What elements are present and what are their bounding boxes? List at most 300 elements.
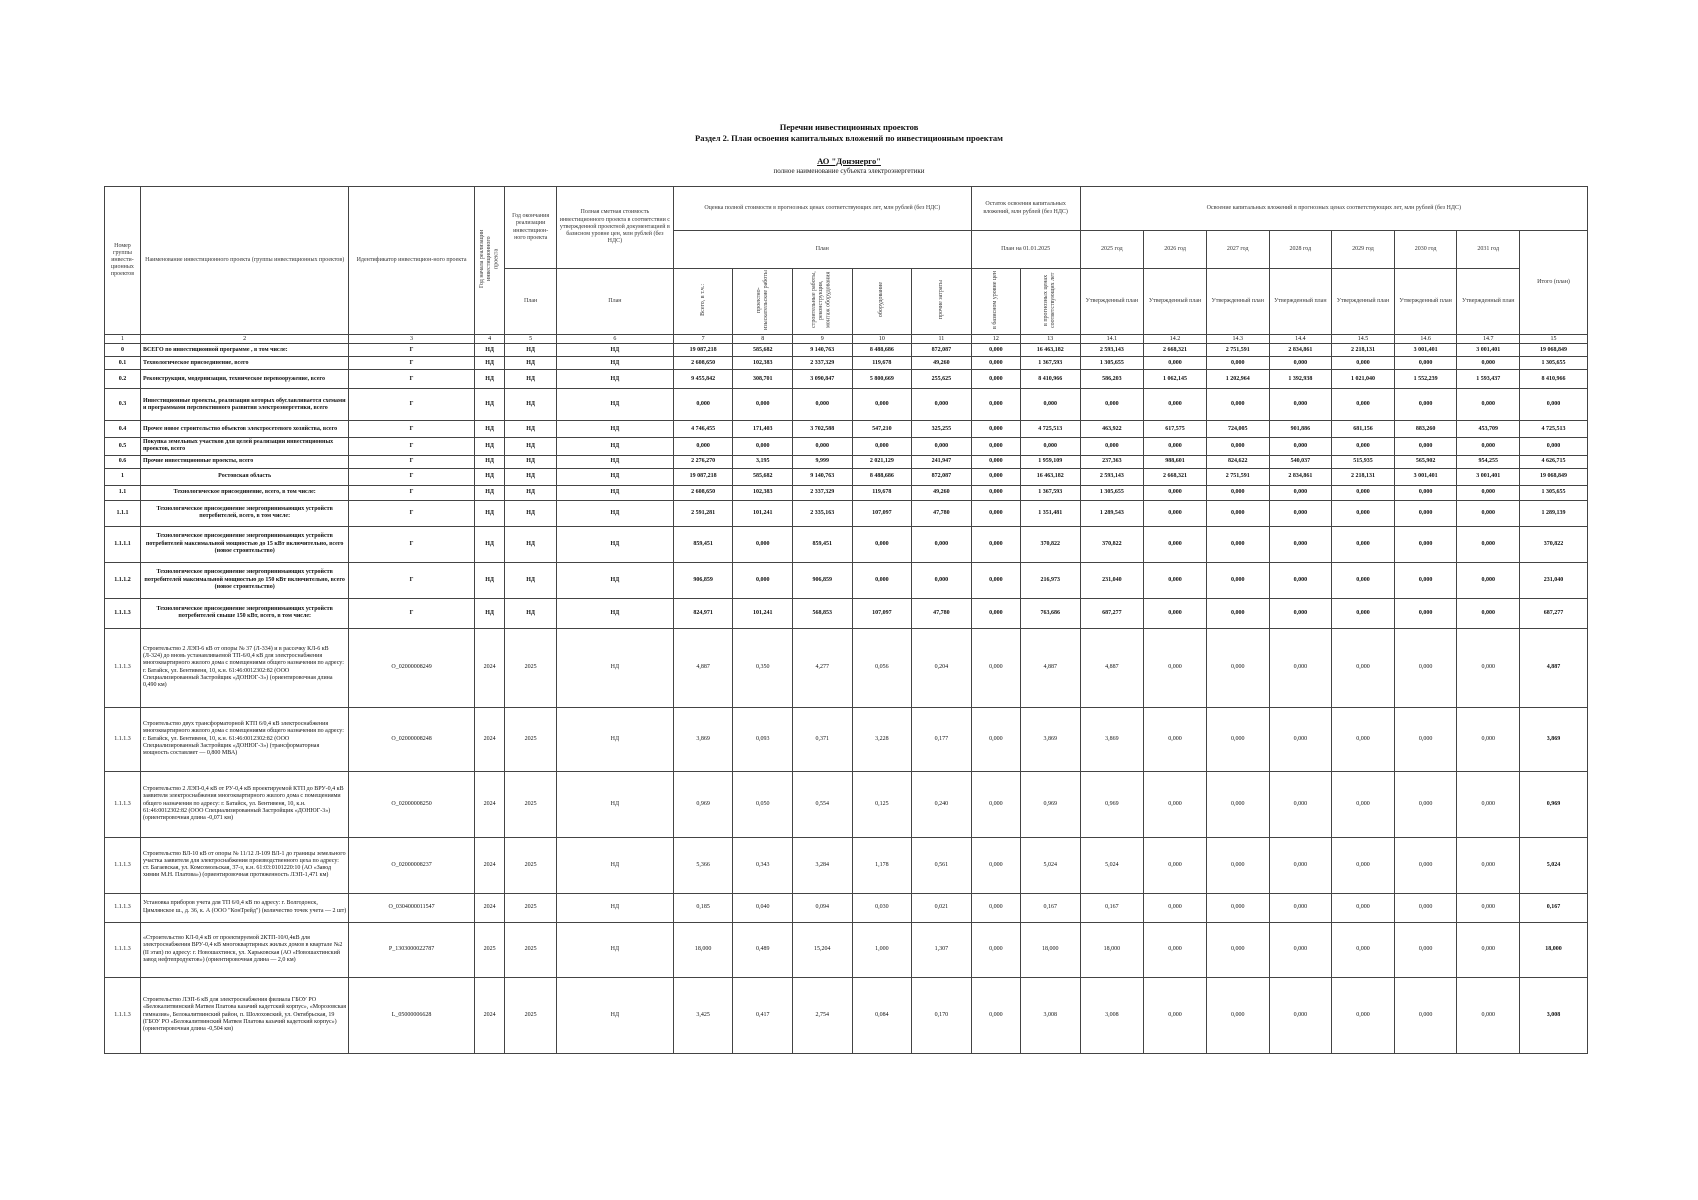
table-cell: 2024 xyxy=(474,707,505,771)
table-cell: 0,021 xyxy=(912,893,972,922)
table-cell: 0,000 xyxy=(1332,771,1395,837)
table-cell: 3,008 xyxy=(1020,977,1080,1053)
table-cell: 0,000 xyxy=(1332,977,1395,1053)
table-cell: Строительство 2 ЛЭП-0,4 кВ от РУ-0,4 кВ проектируемой КТП до ВРУ-0,4 кВ заявителя электроснабжения многоквартирного жилого дома с помещениями общего назначения по адресу: г. Батайск, ул. Бентивеня, 10, к.н. 61:46:0012302:82 (ООО Специализированный Застройщик «ДОНЮГ-3») (ориентировочная длина -0,071 км) xyxy=(140,771,348,837)
table-cell: 2,754 xyxy=(793,977,853,1053)
table-cell: 763,686 xyxy=(1020,598,1080,628)
table-cell: 872,087 xyxy=(912,468,972,485)
table-row xyxy=(105,628,1588,707)
table-cell: НД xyxy=(556,468,673,485)
table-cell: 0,000 xyxy=(733,526,793,562)
hdr-capex: Освоение капитальных вложений в прогнозных ценах соответствующих лет, млн рублей (без НДС) xyxy=(1080,187,1587,231)
hdr-group-number: Номер группы инвести-ционных проектов xyxy=(105,187,141,335)
table-cell: НД xyxy=(556,562,673,598)
table-row xyxy=(105,455,1588,468)
table-cell: 681,156 xyxy=(1332,421,1395,438)
table-cell: НД xyxy=(474,500,505,526)
table-cell: НД xyxy=(505,357,556,370)
table-cell: 8 410,966 xyxy=(1520,370,1588,389)
table-cell: 1,178 xyxy=(852,837,912,893)
table-cell: 0,084 xyxy=(852,977,912,1053)
table-cell: 8 488,686 xyxy=(852,468,912,485)
table-cell: 0,000 xyxy=(1269,977,1332,1053)
table-cell: Г xyxy=(349,455,474,468)
table-cell: 0,167 xyxy=(1080,893,1144,922)
table-cell: 0,000 xyxy=(1206,977,1269,1053)
table-cell: 0,000 xyxy=(971,357,1020,370)
table-cell: 3 001,401 xyxy=(1457,344,1520,357)
table-cell: 859,451 xyxy=(793,526,853,562)
table-cell: 0,000 xyxy=(1332,598,1395,628)
table-cell: 1 305,655 xyxy=(1520,357,1588,370)
table-cell: НД xyxy=(556,421,673,438)
table-cell: 0,489 xyxy=(733,922,793,977)
hdr-y2031: 2031 год xyxy=(1457,231,1520,269)
hdr-sub-other xyxy=(912,269,972,335)
column-number: 8 xyxy=(733,335,793,344)
table-cell: 0,000 xyxy=(1457,598,1520,628)
table-cell: 0,000 xyxy=(1457,977,1520,1053)
table-cell: 0,125 xyxy=(852,771,912,837)
table-cell: 3,195 xyxy=(733,455,793,468)
table-cell: 824,622 xyxy=(1206,455,1269,468)
table-cell: 0.4 xyxy=(105,421,141,438)
table-cell: 0,167 xyxy=(1020,893,1080,922)
table-cell: 216,973 xyxy=(1020,562,1080,598)
company-name: АО "Донэнерго" xyxy=(817,156,881,166)
table-cell: 1.1.1.3 xyxy=(105,771,141,837)
table-cell: 515,935 xyxy=(1332,455,1395,468)
table-cell: 1.1.1.3 xyxy=(105,707,141,771)
table-cell: 2 668,321 xyxy=(1144,344,1207,357)
table-cell: 370,822 xyxy=(1520,526,1588,562)
table-cell: 0,000 xyxy=(1269,837,1332,893)
table-cell: Г xyxy=(349,438,474,455)
table-cell: 1 289,139 xyxy=(1520,500,1588,526)
table-cell: 0,000 xyxy=(1269,707,1332,771)
table-cell: НД xyxy=(474,562,505,598)
table-cell: НД xyxy=(505,526,556,562)
table-cell: НД xyxy=(505,468,556,485)
table-cell: 0,350 xyxy=(733,628,793,707)
table-cell: 0,000 xyxy=(1332,357,1395,370)
table-cell: 463,922 xyxy=(1080,421,1144,438)
table-row xyxy=(105,389,1588,421)
table-cell: 3,869 xyxy=(673,707,733,771)
table-cell: 0,000 xyxy=(1332,628,1395,707)
column-number: 14.4 xyxy=(1269,335,1332,344)
table-cell: 0,000 xyxy=(1394,526,1457,562)
table-cell: Р_1303000022787 xyxy=(349,922,474,977)
table-cell: 0,000 xyxy=(1394,837,1457,893)
table-cell: Покупка земельных участков для целей реализации инвестиционных проектов, всего xyxy=(140,438,348,455)
table-cell: 0,000 xyxy=(1394,485,1457,500)
table-cell: НД xyxy=(556,370,673,389)
hdr-sub-base xyxy=(971,269,1020,335)
table-cell: 18,000 xyxy=(673,922,733,977)
table-cell: 0,000 xyxy=(1269,500,1332,526)
table-cell: 0,000 xyxy=(852,562,912,598)
table-cell: 1.1.1.3 xyxy=(105,977,141,1053)
table-cell: 325,255 xyxy=(912,421,972,438)
table-cell: 0,030 xyxy=(852,893,912,922)
table-cell: 1.1.1.3 xyxy=(105,893,141,922)
table-cell: 0,000 xyxy=(971,837,1020,893)
table-row xyxy=(105,771,1588,837)
table-cell: 2 668,321 xyxy=(1144,468,1207,485)
table-cell: 883,260 xyxy=(1394,421,1457,438)
table-cell: 0.6 xyxy=(105,455,141,468)
table-cell: НД xyxy=(556,771,673,837)
table-cell: 0,000 xyxy=(1144,707,1207,771)
table-cell: 568,853 xyxy=(793,598,853,628)
table-cell: 0,371 xyxy=(793,707,853,771)
table-cell: 0,000 xyxy=(1457,500,1520,526)
column-number: 7 xyxy=(673,335,733,344)
table-cell: 0,000 xyxy=(1332,500,1395,526)
table-cell: 687,277 xyxy=(1520,598,1588,628)
table-cell: НД xyxy=(474,344,505,357)
table-cell: Прочее новое строительство объектов электросетевого хозяйства, всего xyxy=(140,421,348,438)
table-cell: НД xyxy=(556,485,673,500)
table-cell: 0,000 xyxy=(971,389,1020,421)
table-cell: Строительство 2 ЛЭП-6 кВ от опоры № 37 (Л-334) и в рассечку КЛ-6 кВ (Л-324) до вновь устанавливаемой ТП-6/0,4 кВ для электроснабжения многоквартирного жилого дома с помещениями общего назначения по адресу: г. Батайск, ул. Бентивеня, 10, к.н. 61:46:0012302:82 (ООО Специализированный Застройщик «ДОНЮГ-3») (ориентировочная длина 0,490 км) xyxy=(140,628,348,707)
table-cell: 0,000 xyxy=(852,438,912,455)
hdr-approved-2027: Утвержденный план xyxy=(1206,269,1269,335)
table-cell: 0,000 xyxy=(1394,922,1457,977)
column-number: 10 xyxy=(852,335,912,344)
table-row xyxy=(105,421,1588,438)
table-cell: 2 021,129 xyxy=(852,455,912,468)
column-number: 14.7 xyxy=(1457,335,1520,344)
table-cell: Г xyxy=(349,389,474,421)
hdr-project-id: Идентификатор инвестицион-ного проекта xyxy=(349,187,474,335)
table-cell: Г xyxy=(349,562,474,598)
table-cell: 255,625 xyxy=(912,370,972,389)
table-cell: 2025 xyxy=(505,837,556,893)
table-cell: 687,277 xyxy=(1080,598,1144,628)
table-cell: 0,343 xyxy=(733,837,793,893)
table-cell: 16 463,182 xyxy=(1020,344,1080,357)
table-cell: 47,780 xyxy=(912,500,972,526)
table-cell: 15,204 xyxy=(793,922,853,977)
table-cell: 0,000 xyxy=(1020,389,1080,421)
table-cell: 0,000 xyxy=(1332,837,1395,893)
table-cell: 1 289,543 xyxy=(1080,500,1144,526)
column-number: 5 xyxy=(505,335,556,344)
table-cell: Г xyxy=(349,370,474,389)
table-cell: 4,887 xyxy=(1020,628,1080,707)
table-cell: 586,203 xyxy=(1080,370,1144,389)
table-cell: 19 087,218 xyxy=(673,344,733,357)
table-cell: 0,000 xyxy=(1394,438,1457,455)
hdr-sub-all xyxy=(673,269,733,335)
table-cell: 988,601 xyxy=(1144,455,1207,468)
table-cell: 0,000 xyxy=(673,438,733,455)
table-cell: 107,097 xyxy=(852,500,912,526)
table-cell: 3,008 xyxy=(1080,977,1144,1053)
table-cell: 4 626,715 xyxy=(1520,455,1588,468)
hdr-estimate-cost: Полная сметная стоимость инвестиционного проекта в соответствии с утвержденной проектной документацией в базисном уровне цен, млн рублей (без НДС) xyxy=(556,187,673,269)
hdr-plan-5: План xyxy=(505,269,556,335)
table-cell: 0,000 xyxy=(1144,562,1207,598)
table-cell: Г xyxy=(349,468,474,485)
table-cell: 102,383 xyxy=(733,357,793,370)
table-cell: 9 140,763 xyxy=(793,344,853,357)
table-cell: 1 392,938 xyxy=(1269,370,1332,389)
column-number: 14.5 xyxy=(1332,335,1395,344)
table-cell: 1.1.1 xyxy=(105,500,141,526)
table-cell: 0,000 xyxy=(1520,389,1588,421)
table-cell: ВСЕГО по инвестиционной программе , в том числе: xyxy=(140,344,348,357)
table-cell: 0,000 xyxy=(1144,598,1207,628)
table-cell: НД xyxy=(505,562,556,598)
table-cell: 0,000 xyxy=(1206,922,1269,977)
table-cell: 5,366 xyxy=(673,837,733,893)
table-cell: 0,050 xyxy=(733,771,793,837)
table-cell: 308,701 xyxy=(733,370,793,389)
table-cell: 0,000 xyxy=(1332,922,1395,977)
table-cell: 2025 xyxy=(505,628,556,707)
table-row xyxy=(105,357,1588,370)
table-cell: 18,000 xyxy=(1080,922,1144,977)
column-number: 14.2 xyxy=(1144,335,1207,344)
table-cell: 4 725,513 xyxy=(1520,421,1588,438)
table-cell: 0,000 xyxy=(733,389,793,421)
table-cell: 0,000 xyxy=(733,562,793,598)
table-cell: 0,561 xyxy=(912,837,972,893)
table-cell: НД xyxy=(556,438,673,455)
table-cell: 1 552,239 xyxy=(1394,370,1457,389)
table-cell: Технологическое присоединение, всего xyxy=(140,357,348,370)
table-cell: 0,000 xyxy=(1144,628,1207,707)
table-cell: 2024 xyxy=(474,837,505,893)
column-number: 14.6 xyxy=(1394,335,1457,344)
table-cell: 0,000 xyxy=(1020,438,1080,455)
table-cell: Г xyxy=(349,357,474,370)
table-cell: НД xyxy=(505,485,556,500)
table-cell: 0,000 xyxy=(1520,438,1588,455)
table-cell: 0,000 xyxy=(1332,389,1395,421)
table-cell: 0,000 xyxy=(1457,771,1520,837)
hdr-sub-equip-text: оборудование xyxy=(878,282,885,318)
table-cell: 16 463,182 xyxy=(1020,468,1080,485)
table-cell: НД xyxy=(505,455,556,468)
table-cell: 0,000 xyxy=(1269,771,1332,837)
table-cell: 119,678 xyxy=(852,357,912,370)
table-cell: Строительство ВЛ-10 кВ от опоры № 11/12 Л-109 ВЛ-1 до границы земельного участка заявителя для электроснабжения производственного цеха по адресу: ст. Багаевская, ул. Комсомольская, 37-з, к.н. 61:03:0101220:10 (АО «Завод химии М.Н. Платова») (ориентировочная протяженность ЛЭП-1,471 км) xyxy=(140,837,348,893)
table-cell: НД xyxy=(556,455,673,468)
table-cell: 0,000 xyxy=(971,455,1020,468)
table-cell: 0.2 xyxy=(105,370,141,389)
investment-table xyxy=(104,186,1588,1054)
column-number: 9 xyxy=(793,335,853,344)
table-cell: 0,000 xyxy=(971,526,1020,562)
table-cell: 0,000 xyxy=(1144,389,1207,421)
table-cell: 0,000 xyxy=(1394,562,1457,598)
table-cell: 617,575 xyxy=(1144,421,1207,438)
table-cell: 3 001,401 xyxy=(1394,344,1457,357)
table-cell: 0,000 xyxy=(1144,438,1207,455)
table-cell: 0.5 xyxy=(105,438,141,455)
table-cell: 0,170 xyxy=(912,977,972,1053)
hdr-total: Итого (план) xyxy=(1520,231,1588,335)
table-cell: 0,000 xyxy=(1394,977,1457,1053)
table-cell: 2 218,131 xyxy=(1332,344,1395,357)
table-row xyxy=(105,344,1588,357)
hdr-y2026: 2026 год xyxy=(1144,231,1207,269)
table-cell: 0,000 xyxy=(1144,977,1207,1053)
table-cell: 1 202,964 xyxy=(1206,370,1269,389)
table-cell: 0,000 xyxy=(1144,500,1207,526)
table-cell: 4,887 xyxy=(1080,628,1144,707)
table-cell: Технологическое присоединение энергопринимающих устройств потребителей максимальной мощностью до 15 кВт включительно, всего (новое строительство) xyxy=(140,526,348,562)
table-cell: 0,000 xyxy=(1457,357,1520,370)
column-number: 15 xyxy=(1520,335,1588,344)
hdr-plan: План xyxy=(673,231,971,269)
table-cell: Ростовская область xyxy=(140,468,348,485)
table-cell: 0,000 xyxy=(1144,922,1207,977)
table-cell: 0,000 xyxy=(1394,500,1457,526)
table-cell: 1 351,481 xyxy=(1020,500,1080,526)
column-number: 4 xyxy=(474,335,505,344)
table-cell: 0,000 xyxy=(1206,389,1269,421)
table-cell: 0,969 xyxy=(673,771,733,837)
table-cell: Строительство ЛЭП-6 кВ для электроснабжения филиала ГБОУ РО «Белокалитвинский Матвея Платова казачий кадетский корпус», «Морозовская гимназия», Белокалитвинский район, п. Шолоховский, ул. Октябрьская, 19 (ГБОУ РО «Белокалитвинский Матвея Платова казачий кадетский корпус») (ориентировочная длина -0,504 км) xyxy=(140,977,348,1053)
table-cell: «Строительство КЛ-0,4 кВ от проектируемой 2КТП-10/0,4кВ для электроснабжения ВРУ-0,4 кВ многоквартирных жилых домов в квартале №2 (II этап) по адресу: г. Новошахтинск, ул. Харьковская (АО «Новошахтинский завод нефтепродуктов») (ориентировочная длина — 2,0 км) xyxy=(140,922,348,977)
table-cell: 0,167 xyxy=(1520,893,1588,922)
hdr-sub-pir-text: проектно-изыскательские работы xyxy=(755,270,769,330)
hdr-sub-base-text: в базисном уровне цен xyxy=(992,271,999,329)
table-cell: 0,000 xyxy=(1206,357,1269,370)
table-cell: 0,000 xyxy=(1457,837,1520,893)
table-cell: 0,177 xyxy=(912,707,972,771)
hdr-y2027: 2027 год xyxy=(1206,231,1269,269)
table-cell: 0,000 xyxy=(793,389,853,421)
table-cell: 0,969 xyxy=(1020,771,1080,837)
table-cell: 1.1 xyxy=(105,485,141,500)
table-cell: 1 305,655 xyxy=(1080,485,1144,500)
table-cell: Г xyxy=(349,485,474,500)
table-cell: 585,682 xyxy=(733,344,793,357)
company-note: полное наименование субъекта электроэнергетики xyxy=(773,167,925,175)
table-cell: НД xyxy=(474,357,505,370)
table-cell: 9,999 xyxy=(793,455,853,468)
table-cell: 0,000 xyxy=(1269,357,1332,370)
table-cell: 370,822 xyxy=(1080,526,1144,562)
table-cell: НД xyxy=(474,421,505,438)
table-cell: 0,000 xyxy=(1269,562,1332,598)
column-number: 14.1 xyxy=(1080,335,1144,344)
table-cell: 2 608,650 xyxy=(673,357,733,370)
table-cell: 0,000 xyxy=(1457,526,1520,562)
table-cell: 0,000 xyxy=(1206,893,1269,922)
table-cell: НД xyxy=(474,598,505,628)
table-cell: Строительство двух трансформаторной КТП 6/0,4 кВ электроснабжения многоквартирного жилого дома с помещениями общего назначения по адресу: г. Батайск, ул. Бентивеня, 10, к.н. 61:46:0012302:82 (ООО Специализированный Застройщик «ДОНЮГ-3») (трансформаторная мощность составляет — 0,800 МВА) xyxy=(140,707,348,771)
table-cell: 0,000 xyxy=(1457,707,1520,771)
table-row xyxy=(105,526,1588,562)
table-cell: 0,000 xyxy=(1206,500,1269,526)
table-cell: 0,000 xyxy=(1144,485,1207,500)
table-cell: 906,859 xyxy=(793,562,853,598)
table-cell: Г xyxy=(349,344,474,357)
table-cell: 0,000 xyxy=(733,438,793,455)
hdr-approved-2025: Утвержденный план xyxy=(1080,269,1144,335)
table-cell: 0,000 xyxy=(1394,389,1457,421)
table-cell: 1.1.1.1 xyxy=(105,526,141,562)
table-row xyxy=(105,837,1588,893)
table-row xyxy=(105,500,1588,526)
table-cell: 4 725,513 xyxy=(1020,421,1080,438)
table-cell: 2 218,131 xyxy=(1332,468,1395,485)
table-row xyxy=(105,598,1588,628)
table-cell: 2024 xyxy=(474,977,505,1053)
table-cell: 0,417 xyxy=(733,977,793,1053)
table-cell: 4,887 xyxy=(673,628,733,707)
table-cell: 2 751,591 xyxy=(1206,344,1269,357)
table-cell: 2 751,591 xyxy=(1206,468,1269,485)
table-cell: 2025 xyxy=(505,771,556,837)
table-cell: О_0304000011547 xyxy=(349,893,474,922)
table-cell: 565,902 xyxy=(1394,455,1457,468)
table-cell: 4 746,455 xyxy=(673,421,733,438)
table-cell: 859,451 xyxy=(673,526,733,562)
table-cell: 0,000 xyxy=(1394,357,1457,370)
table-cell: 2 591,281 xyxy=(673,500,733,526)
table-cell: 0,000 xyxy=(1080,438,1144,455)
table-cell: 3 001,401 xyxy=(1457,468,1520,485)
table-cell: 0,000 xyxy=(971,344,1020,357)
table-cell: 2 593,143 xyxy=(1080,468,1144,485)
table-cell: 0,000 xyxy=(1394,893,1457,922)
table-cell: 3,869 xyxy=(1020,707,1080,771)
table-cell: 171,403 xyxy=(733,421,793,438)
table-cell: 0,000 xyxy=(1269,628,1332,707)
table-cell: 2024 xyxy=(474,893,505,922)
hdr-y2028: 2028 год xyxy=(1269,231,1332,269)
table-cell: 3 702,588 xyxy=(793,421,853,438)
table-cell: 231,040 xyxy=(1080,562,1144,598)
table-cell: 0,000 xyxy=(1144,837,1207,893)
doc-title: Перечни инвестиционных проектов xyxy=(779,122,919,132)
table-cell: О_02000008249 xyxy=(349,628,474,707)
table-cell: 0,185 xyxy=(673,893,733,922)
hdr-end-year: Год окончания реализации инвестицион-ного проекта xyxy=(505,187,556,269)
table-cell: НД xyxy=(556,526,673,562)
table-cell: 5,024 xyxy=(1080,837,1144,893)
table-cell: 0,000 xyxy=(1394,707,1457,771)
table-cell: НД xyxy=(556,598,673,628)
table-cell: 1 367,593 xyxy=(1020,357,1080,370)
table-cell: 0,554 xyxy=(793,771,853,837)
table-cell: 0,040 xyxy=(733,893,793,922)
table-cell: 0,000 xyxy=(971,485,1020,500)
table-cell: 241,947 xyxy=(912,455,972,468)
table-cell: 0 xyxy=(105,344,141,357)
hdr-sub-forecast-text: в прогнозных ценах соответствующих лет xyxy=(1043,272,1057,328)
table-cell: Реконструкция, модернизация, техническое перевооружение, всего xyxy=(140,370,348,389)
table-cell: Технологическое присоединение энергопринимающих устройств потребителей, всего, в том числе: xyxy=(140,500,348,526)
table-cell: 3,008 xyxy=(1520,977,1588,1053)
table-cell: 107,097 xyxy=(852,598,912,628)
table-cell: 901,886 xyxy=(1269,421,1332,438)
table-cell: 872,087 xyxy=(912,344,972,357)
table-cell: 0,000 xyxy=(1206,526,1269,562)
table-cell: 0,000 xyxy=(1394,771,1457,837)
table-cell: 0,000 xyxy=(1144,771,1207,837)
table-cell: 0,000 xyxy=(1269,922,1332,977)
table-cell: 0,000 xyxy=(912,526,972,562)
